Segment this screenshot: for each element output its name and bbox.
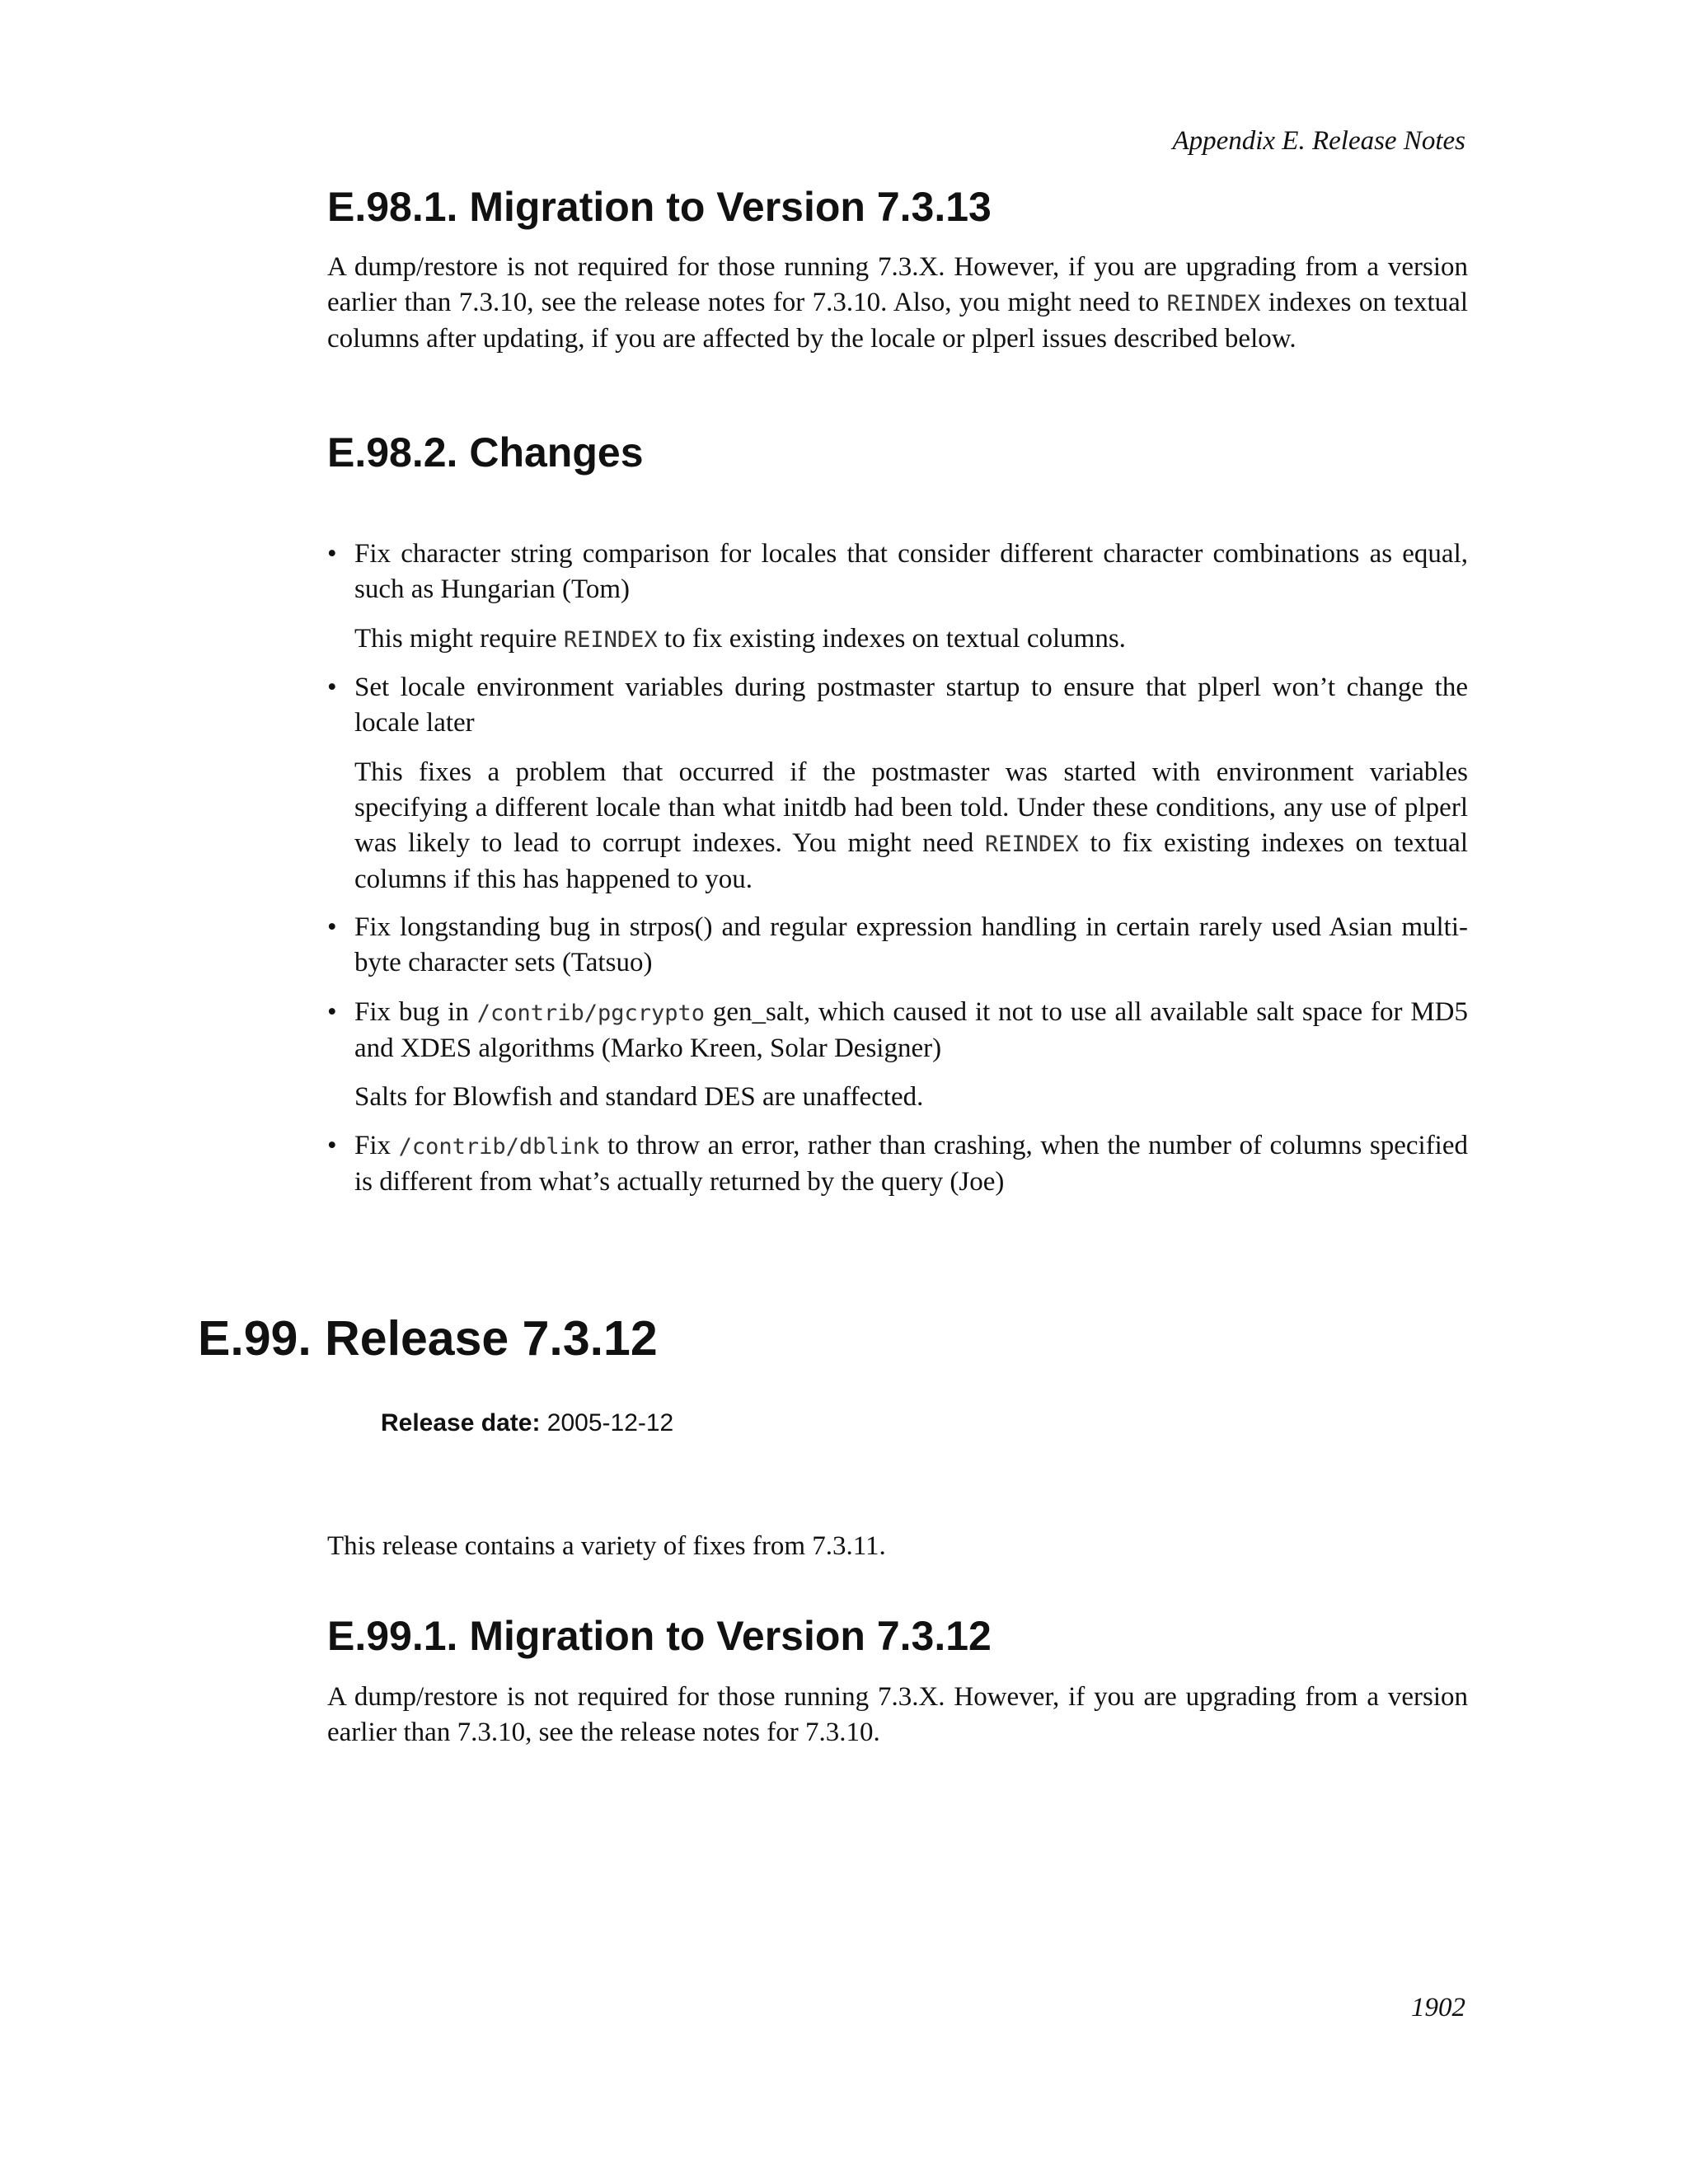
section-heading-changes: E.98.2. Changes	[327, 429, 644, 476]
list-item-note: Salts for Blowfish and standard DES are unaffected.	[354, 1082, 924, 1112]
reindex-code: REINDEX	[985, 832, 1079, 857]
bullet-icon: •	[327, 1131, 337, 1160]
release-date	[381, 1409, 673, 1437]
bullet-icon: •	[327, 912, 337, 942]
section-heading-release-7312: E.99. Release 7.3.12	[198, 1311, 658, 1366]
migration-7313-paragraph: A dump/restore is not required for those running 7.3.X. However, if you are upgrading from a version earlier than 7.3.10, see the release notes for 7.3.10. Also, you might need to REINDEX indexes on textual columns after updating, if you are affected by the locale or plperl issues described below.	[327, 252, 1468, 354]
list-item-text: Fix character string comparison for locales that consider different character combinations as equal, such as Hungarian (Tom)	[354, 539, 1468, 604]
reindex-code: REINDEX	[563, 627, 658, 653]
section-heading-migration-7313: E.98.1. Migration to Version 7.3.13	[327, 184, 992, 230]
list-item-text: Fix /contrib/dblink to throw an error, rather than crashing, when the number of columns specified is different from what’s actually returned by the query (Joe)	[354, 1131, 1468, 1197]
list-item-text: Set locale environment variables during postmaster startup to ensure that plperl won’t change the locale later	[354, 673, 1468, 738]
page-number: 1902	[1411, 1993, 1465, 2022]
list-item-note: This fixes a problem that occurred if the postmaster was started with environment variables specifying a different locale than what initdb had been told. Under these conditions, any use of plperl was likely to lead to corrupt indexes. You might need REINDEX to fix existing indexes on textual columns if this has happened to you.	[354, 757, 1468, 894]
list-item-text: Fix bug in /contrib/pgcrypto gen_salt, which caused it not to use all available salt space for MD5 and XDES algorithms (Marko Kreen, Solar Designer)	[354, 997, 1468, 1063]
running-header: Appendix E. Release Notes	[1172, 126, 1465, 156]
reindex-code: REINDEX	[1166, 291, 1261, 316]
release-7312-intro: This release contains a variety of fixes from 7.3.11.	[327, 1531, 886, 1561]
pgcrypto-path-code: /contrib/pgcrypto	[476, 1001, 706, 1026]
release-date-value: 2005-12-12	[546, 1409, 674, 1436]
list-item-text: Fix longstanding bug in strpos() and regular expression handling in certain rarely used Asian multi-byte character sets (Tatsuo)	[354, 912, 1468, 977]
bullet-icon: •	[327, 539, 337, 569]
dblink-path-code: /contrib/dblink	[398, 1134, 600, 1160]
list-item-note: This might require REINDEX to fix existing indexes on textual columns.	[354, 624, 1126, 654]
section-heading-migration-7312: E.99.1. Migration to Version 7.3.12	[327, 1613, 992, 1659]
migration-7312-paragraph: A dump/restore is not required for those running 7.3.X. However, if you are upgrading from a version earlier than 7.3.10, see the release notes for 7.3.10.	[327, 1682, 1468, 1747]
bullet-icon: •	[327, 673, 337, 702]
release-date-label: Release date:	[381, 1409, 541, 1436]
bullet-icon: •	[327, 997, 337, 1027]
